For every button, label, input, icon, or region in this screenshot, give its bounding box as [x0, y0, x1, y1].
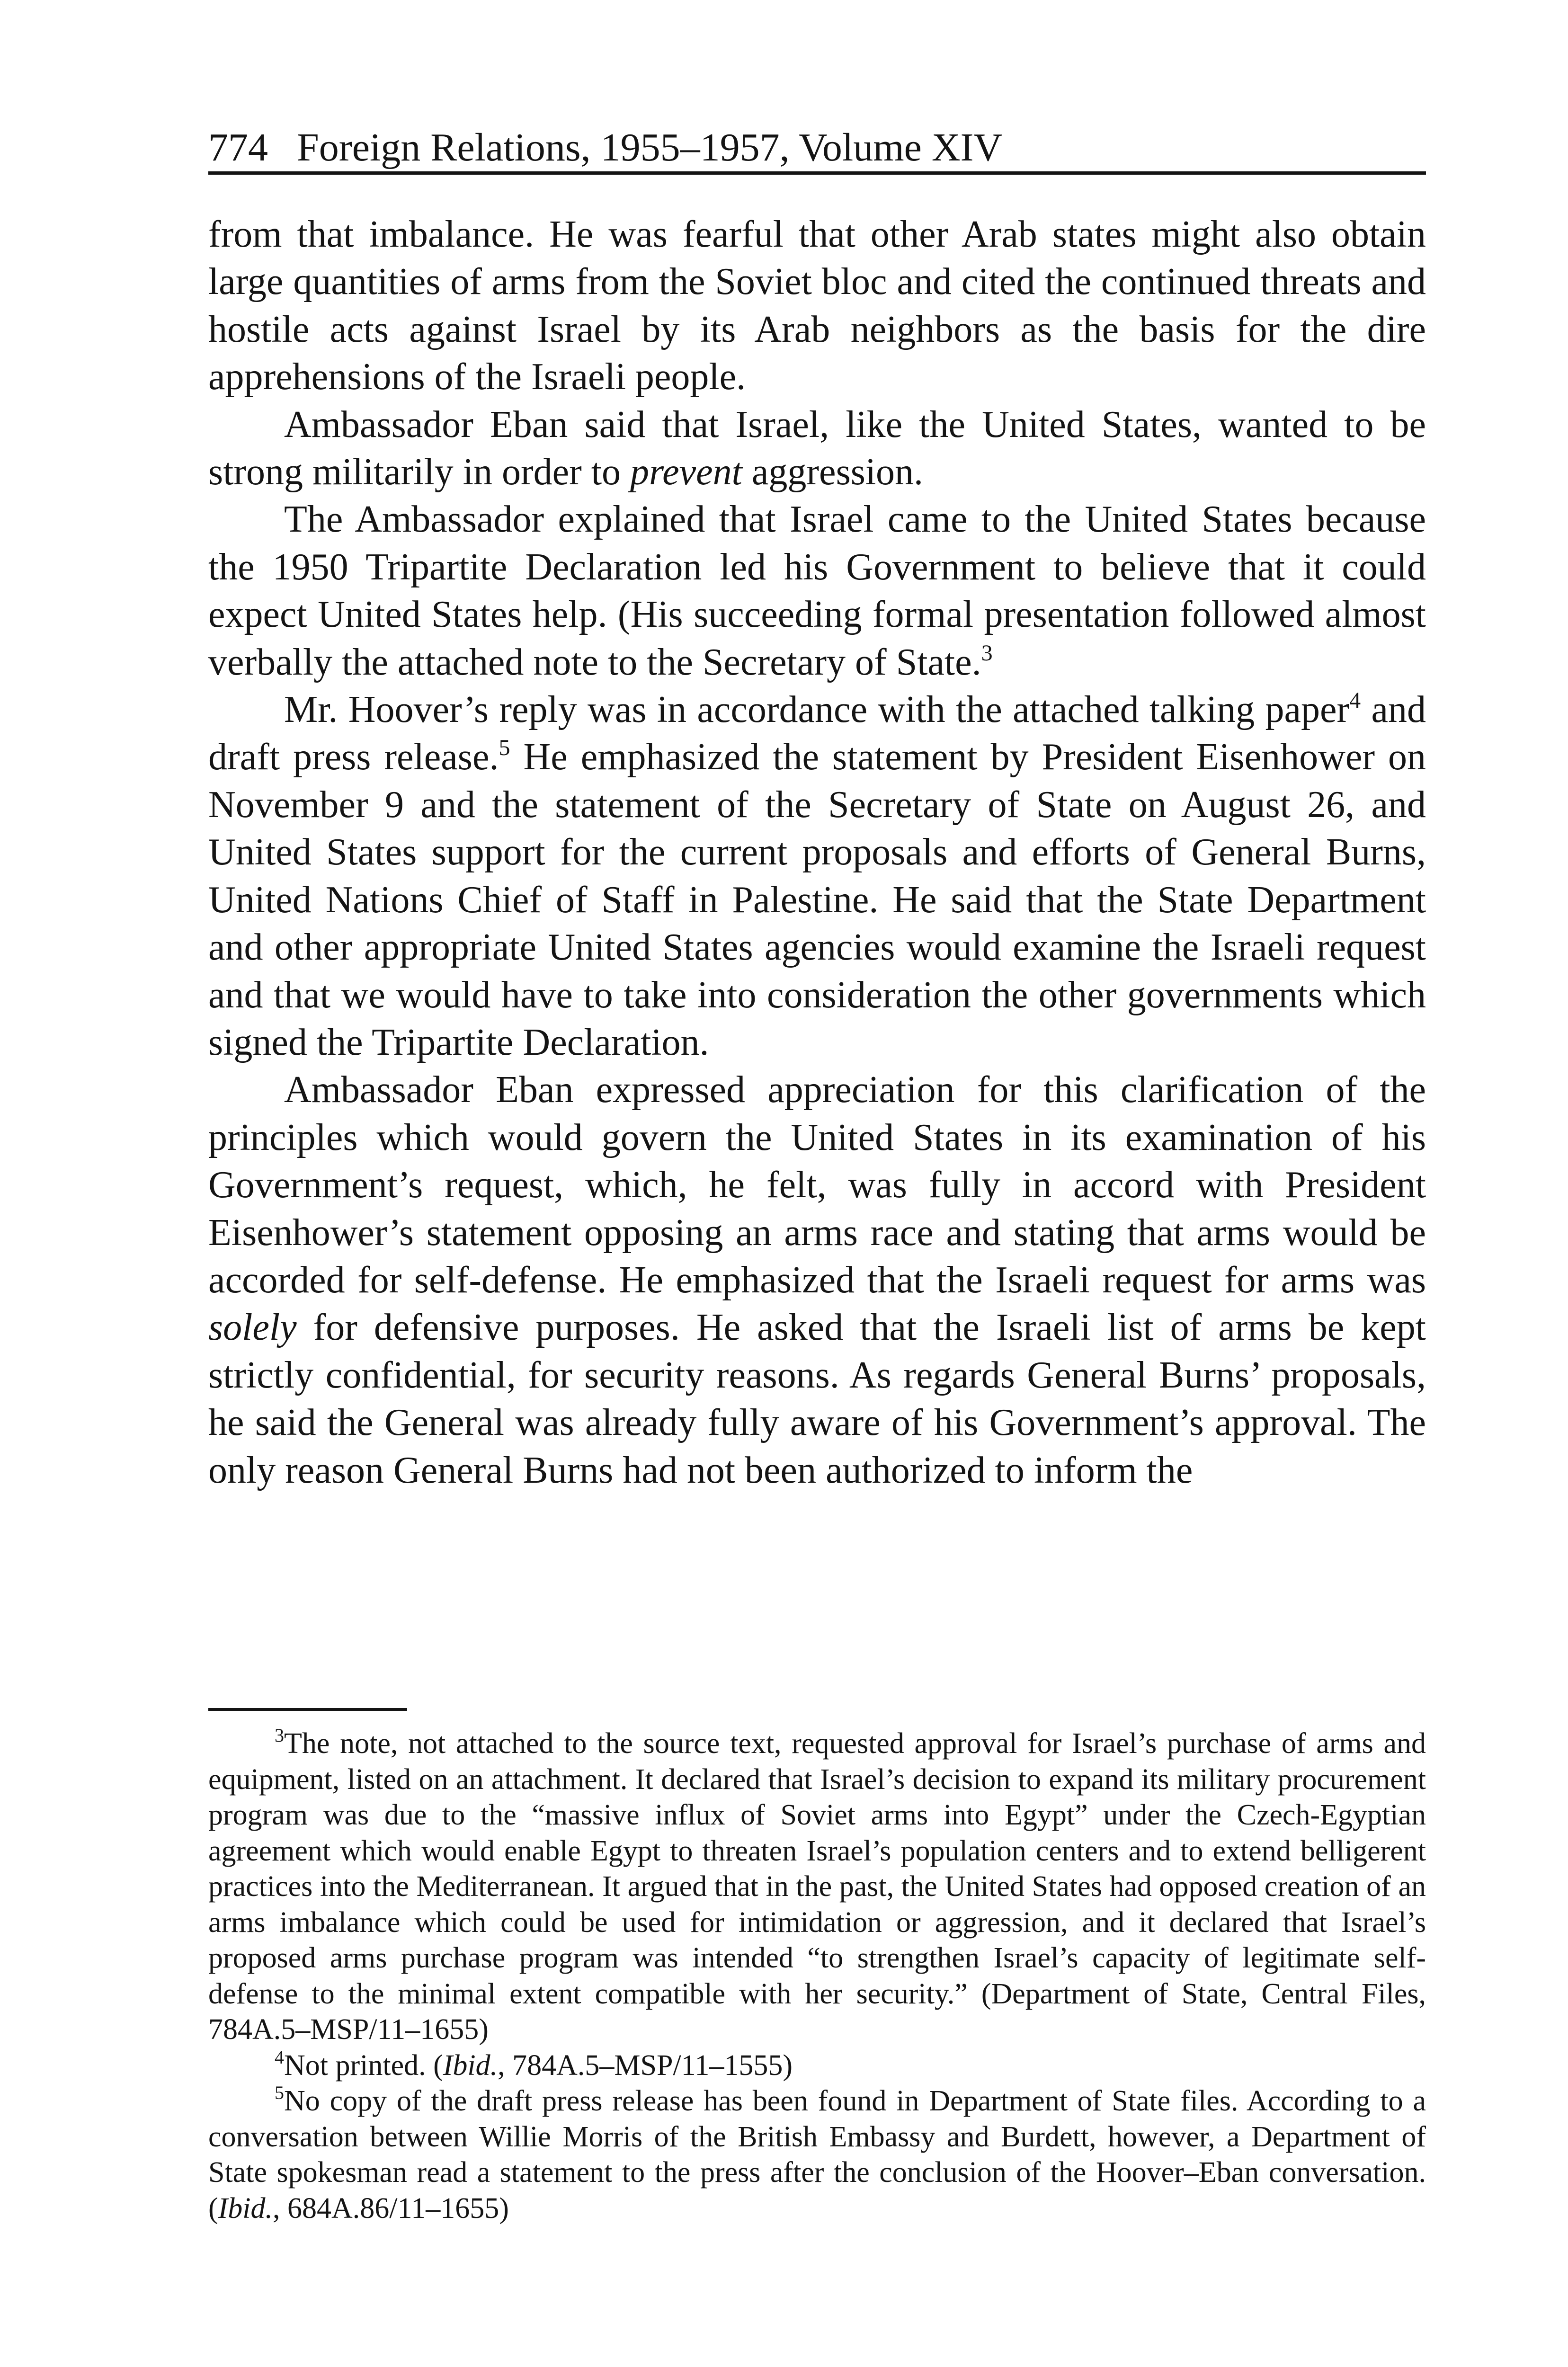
footnote-ref-4[interactable]: 4: [1349, 688, 1361, 713]
paragraph-3: The Ambassador explained that Israel came to the United States because the 1950 Tripartite Declaration led his Government to believe that it could expect United States help. (His succeeding formal presentation followed almost verbally the attached note to the Secretary of State.$^3$: [208, 498, 1426, 683]
footnotes: [208, 1726, 1426, 2226]
footnote-4: $^4$Not printed. (Ibid., 784A.5–MSP/11–1555): [275, 2046, 793, 2082]
footnote-3: $^3$The note, not attached to the source text, requested approval for Israel’s purchase of arms and equipment, listed on an attachment. It declared that Israel’s decision to expand its military procurement program was due to the “massive influx of Soviet arms into Egypt” under the Czech-Egyptian agreement which would enable Egypt to threaten Israel’s population centers and to extend belligerent practices into the Mediterranean. It argued that in the past, the United States had opposed creation of an arms imbalance which could be used for intimidation or aggression, and it declared that Israel’s proposed arms purchase program was intended “to strengthen Israel’s capacity of legitimate self-defense to the minimal extent compatible with her security.” (Department of State, Central Files, 784A.5–MSP/11–1655): [208, 1725, 1426, 2046]
footnote-divider: [208, 1708, 407, 1711]
footnote-number: 4: [275, 2046, 284, 2068]
paragraph-4: Mr. Hoover’s reply was in accordance with the attached talking paper$^4$ and draft press release.$^5$ He emphasized the statement by President Eisenhower on November 9 and the statement of the Secretary of State on August 26, and United States support for the current proposals and efforts of General Burns, United Nations Chief of Staff in Palestine. He said that the State Department and other appropriate United States agencies would examine the Israeli request and that we would have to take into consideration the other governments which signed the Tripartite Declaration.: [208, 688, 1426, 1063]
emphasis-prevent: prevent: [630, 451, 742, 493]
footnote-5: $^5$No copy of the draft press release has been found in Department of State files. According to a conversation between Willie Morris of the British Embassy and Burdett, however, a Department of State spokesman read a statement to the press after the conclusion of the Hoover–Eban conversation. (Ibid., 684A.86/11–1655): [208, 2082, 1426, 2225]
page-number: 774: [208, 125, 268, 169]
paragraph-5: Ambassador Eban expressed appreciation for this clarification of the principles which would govern the United States in its examination of his Government’s request, which, he felt, was fully in accord with President Eisenhower’s statement opposing an arms race and stating that arms would be accorded for self-defense. He emphasized that the Israeli request for arms was solely for defensive purposes. He asked that the Israeli list of arms be kept strictly confidential, for security reasons. As regards General Burns’ proposals, he said the General was already fully aware of his Government’s approval. The only reason General Burns had not been authorized to inform the: [208, 1069, 1426, 1491]
emphasis-solely: solely: [208, 1307, 297, 1349]
footnote-number: 5: [275, 2082, 284, 2103]
running-title: Foreign Relations, 1955–1957, Volume XIV: [297, 125, 1003, 169]
paragraph-1: from that imbalance. He was fearful that other Arab states might also obtain large quantities of arms from the Soviet bloc and cited the continued threats and hostile acts against Israel by its Arab neighbors as the basis for the dire apprehensions of the Israeli people.: [208, 214, 1426, 398]
footnote-number: 3: [275, 1725, 284, 1746]
paragraph-2: Ambassador Eban said that Israel, like the United States, wanted to be strong militarily in order to prevent aggression.: [208, 403, 1426, 493]
running-header: [208, 124, 1426, 175]
footnote-ref-5[interactable]: 5: [499, 735, 510, 761]
body-text: [208, 211, 1426, 1494]
footnote-ref-3[interactable]: 3: [981, 640, 993, 666]
